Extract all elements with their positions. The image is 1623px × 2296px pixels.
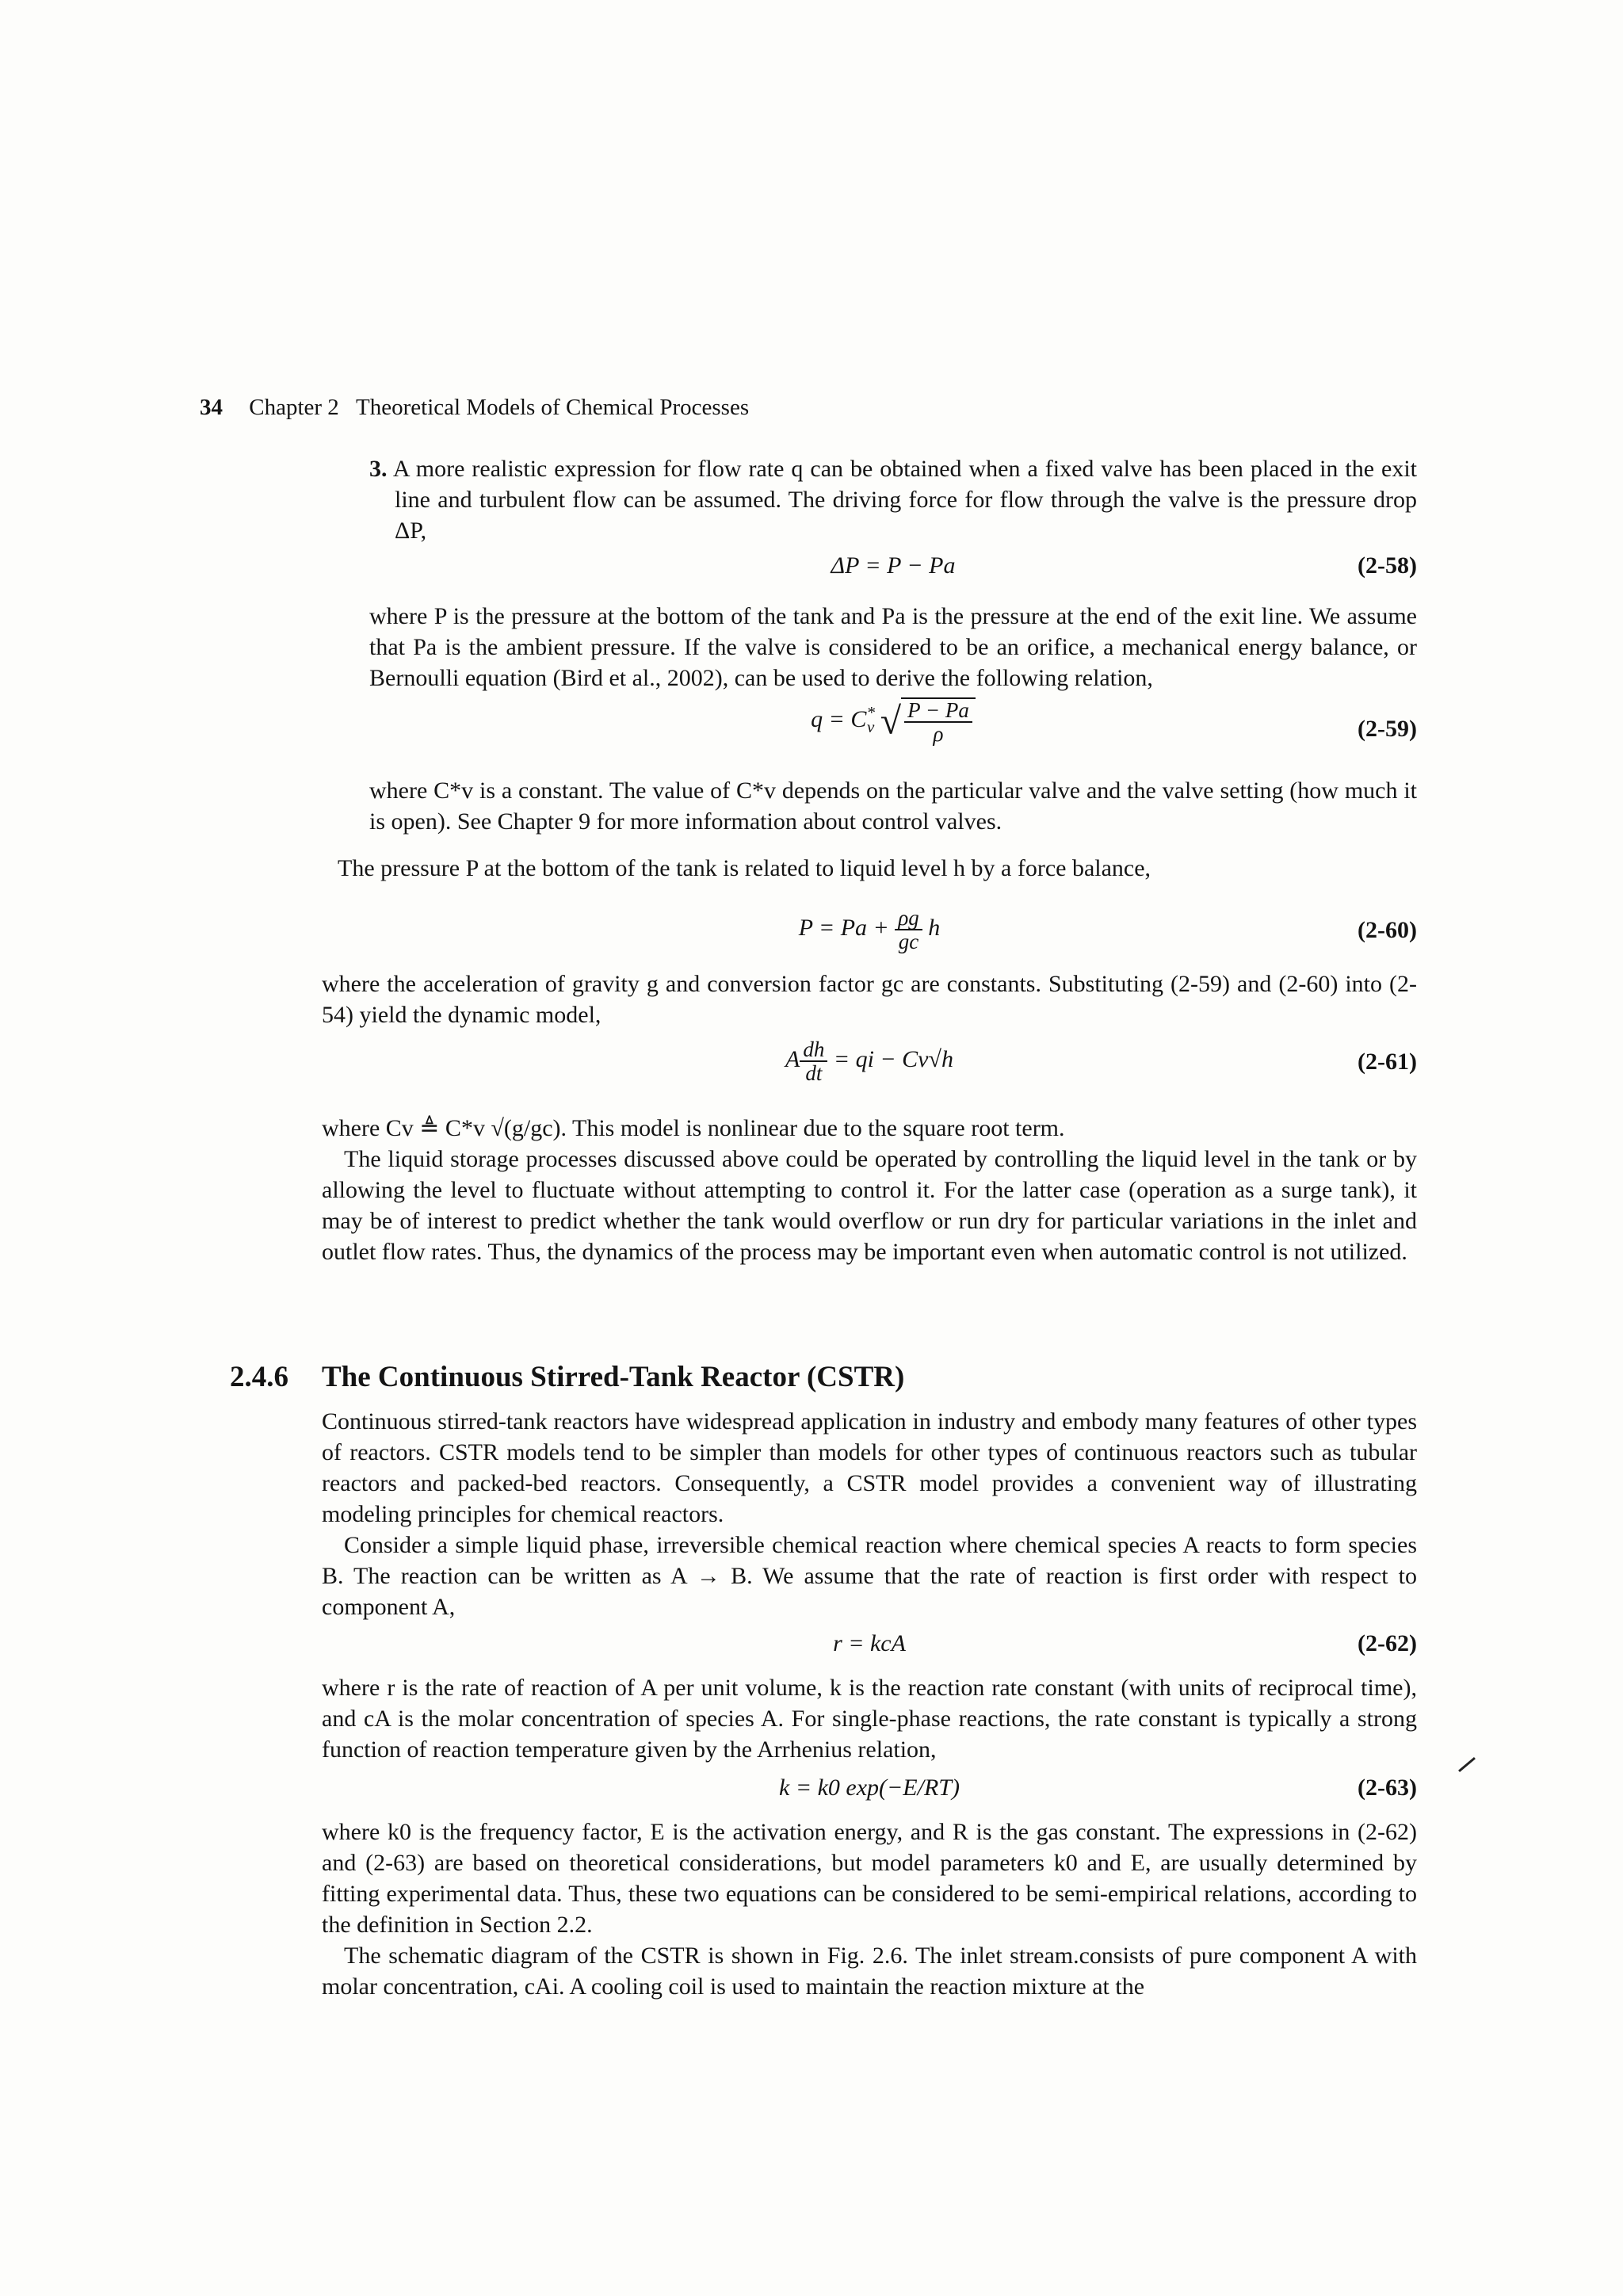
equation-2-60-lhs: P = Pa + bbox=[798, 914, 889, 941]
fraction-numerator: ρg bbox=[895, 907, 922, 930]
equation-2-58 bbox=[369, 550, 1417, 598]
paragraph-schematic: The schematic diagram of the CSTR is shown in Fig. 2.6. The inlet stream.consists of pure component A with molar concentration, cAi. A cooling coil is used to maintain the reaction mixture at the bbox=[322, 1943, 1417, 2000]
paragraph-after-2-61 bbox=[322, 1113, 1417, 1267]
section-heading bbox=[230, 1362, 904, 1392]
paragraph-liquid-storage: The liquid storage processes discussed above could be operated by controlling the liquid level in the tank or by allowing the level to fluctuate without attempting to control it. For the latter case (operation as a surge tank), it may be of interest to predict whether the tank would overflow or run dry for particular variations in the inlet and outlet flow rates. Thus, the dynamics of the process may be important even when automatic control is not utilized. bbox=[322, 1146, 1417, 1265]
paragraph-cstr bbox=[322, 1406, 1417, 1622]
paragraph-pressure bbox=[338, 853, 1417, 884]
equation-2-62 bbox=[322, 1628, 1417, 1675]
running-title: Chapter 2 Theoretical Models of Chemical Processes bbox=[249, 395, 750, 420]
paragraph-text: where C*v is a constant. The value of C*v depends on the particular valve and the valve setting (how much it is open). See Chapter 9 for more information about control valves. bbox=[369, 777, 1417, 835]
equation-2-61-number: (2-61) bbox=[1358, 1049, 1417, 1075]
equation-2-62-expr: r = kcA bbox=[833, 1630, 906, 1656]
item-3 bbox=[369, 453, 1417, 546]
equation-2-59: $q = C^*_v$ √ $\frac{P - Pa}{\rho}$ (2-59) bbox=[811, 698, 1417, 747]
page-header bbox=[200, 392, 1428, 423]
fraction-denominator: gc bbox=[898, 930, 919, 953]
equation-2-59-number: (2-59) bbox=[1358, 716, 1417, 742]
paragraph-after-2-63 bbox=[322, 1817, 1417, 2002]
equation-2-63-number: (2-63) bbox=[1358, 1775, 1417, 1801]
paragraph-text: where P is the pressure at the bottom of the tank and Pa is the pressure at the end of the exit line. We assume that Pa is the ambient pressure. If the valve is considered to be an orifice, a mechanical energy balance, or Bernoulli equation (Bird et al., 2002), can be used to derive the following relation, bbox=[369, 603, 1417, 691]
paragraph-text: where k0 is the frequency factor, E is the activation energy, and R is the gas constant. The expressions in (2-62) and (2-63) are based on theoretical considerations, but model parameters k0 and E, are usually determined by fitting experimental data. Thus, these two equations can be considered to be semi-empirical relations, according to the definition in Section 2.2. bbox=[322, 1819, 1417, 1938]
section-number: 2.4.6 bbox=[230, 1361, 288, 1393]
equation-2-61-lhs: A bbox=[785, 1045, 800, 1072]
paragraph-after-2-60 bbox=[322, 968, 1417, 1030]
equation-2-60-number: (2-60) bbox=[1358, 917, 1417, 943]
equation-2-59-lhs: q = C bbox=[811, 706, 867, 732]
paragraph-text: where r is the rate of reaction of A per unit volume, k is the reaction rate constant (with units of reciprocal time), and cA is the molar concentration of species A. For single-phase reactions, the rate constant is typically a strong function of reaction temperature given by the Arrhenius relation, bbox=[322, 1675, 1417, 1763]
section-title: The Continuous Stirred-Tank Reactor (CSTR) bbox=[322, 1361, 905, 1393]
fraction-denominator: dt bbox=[805, 1061, 823, 1085]
item-number: 3. bbox=[369, 456, 388, 482]
page-number: 34 bbox=[200, 395, 223, 420]
paragraph-after-2-58 bbox=[369, 601, 1417, 693]
equation-2-63-expr: k = k0 exp(−E/RT) bbox=[779, 1775, 960, 1801]
equation-2-58-expr: ΔP = P − Pa bbox=[831, 552, 956, 579]
paragraph-text: where Cv ≜ C*v √(g/gc). This model is nonlinear due to the square root term. bbox=[322, 1115, 1065, 1141]
equation-2-61 bbox=[322, 1038, 1417, 1098]
fraction-numerator: dh bbox=[800, 1038, 827, 1062]
equation-2-58-number: (2-58) bbox=[1358, 552, 1417, 579]
fraction-numerator: P − Pa bbox=[904, 699, 972, 723]
paragraph-text: Continuous stirred-tank reactors have widespread application in industry and embody many features of other types of reactors. CSTR models tend to be simpler than models for other types of continuous reactors such as tubular reactors and packed-bed reactors. Consequently, a CSTR model provides a convenient way of illustrating modeling principles for chemical reactors. bbox=[322, 1408, 1417, 1527]
equation-2-62-number: (2-62) bbox=[1358, 1630, 1417, 1656]
paragraph-after-2-62 bbox=[322, 1672, 1417, 1765]
equation-2-60 bbox=[322, 907, 1417, 967]
fraction-denominator: ρ bbox=[933, 722, 944, 747]
equation-2-63 bbox=[322, 1772, 1417, 1820]
paragraph-text: The pressure P at the bottom of the tank is related to liquid level h by a force balance, bbox=[338, 855, 1151, 881]
paragraph-after-2-59 bbox=[369, 775, 1417, 837]
item-3-text: A more realistic expression for flow rate q can be obtained when a fixed valve has been placed in the exit line and turbulent flow can be assumed. The driving force for flow through the valve is the pressure drop ΔP, bbox=[392, 456, 1417, 544]
paragraph-text: where the acceleration of gravity g and conversion factor gc are constants. Substituting (2-59) and (2-60) into (2-54) yield the dynamic model, bbox=[322, 971, 1417, 1028]
equation-2-60-rhs: h bbox=[928, 914, 941, 941]
paragraph-text: Consider a simple liquid phase, irreversible chemical reaction where chemical species A reacts to form species B. The reaction can be written as A → B. We assume that the rate of reaction is first order with respect to component A, bbox=[322, 1532, 1417, 1620]
equation-2-61-rhs: = qi − Cv√h bbox=[833, 1045, 953, 1072]
pencil-mark bbox=[1458, 1757, 1476, 1772]
square-root: √ $\frac{P - Pa}{\rho}$ bbox=[880, 697, 976, 745]
